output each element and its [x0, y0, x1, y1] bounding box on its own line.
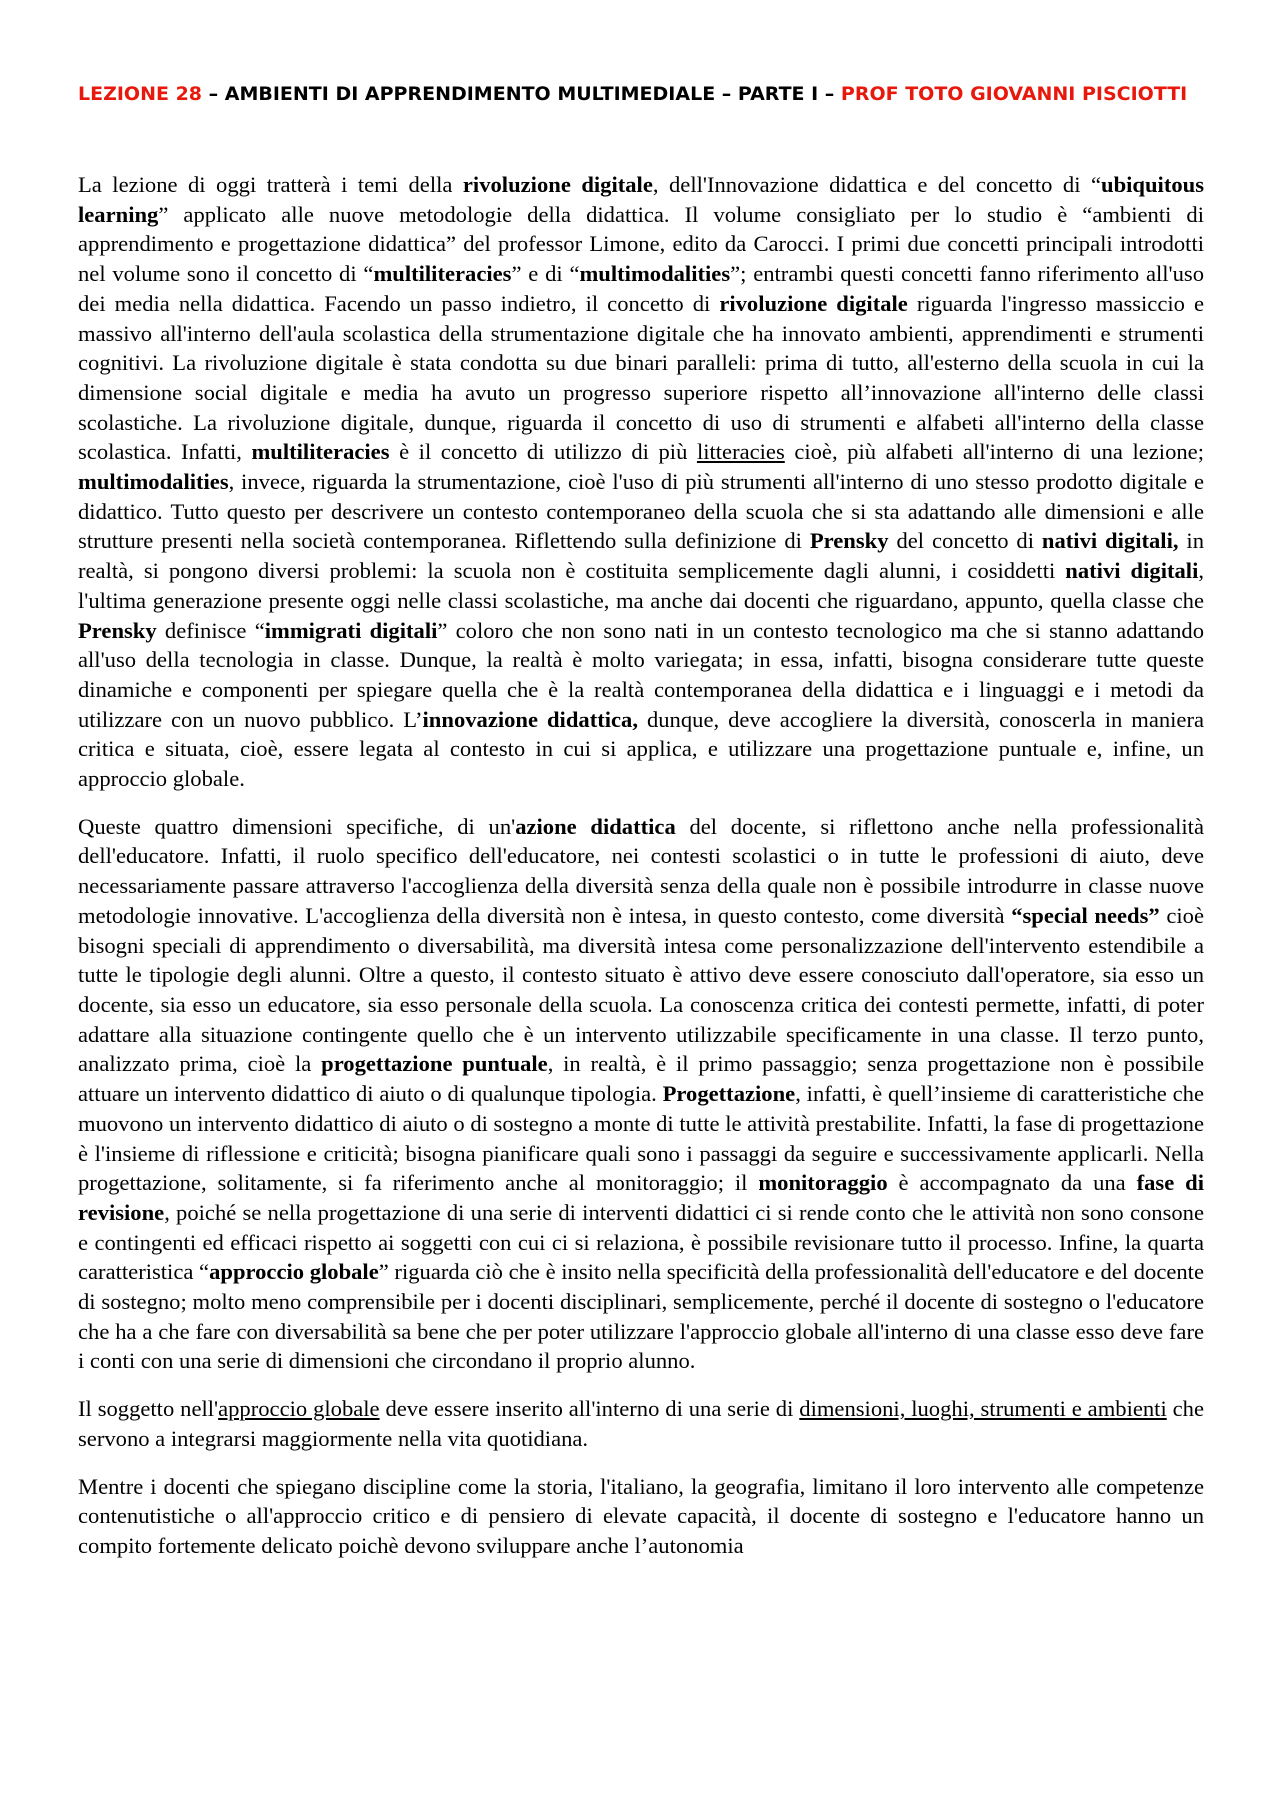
text-run: è il concetto di utilizzo di più [389, 439, 697, 465]
text-run: , in realtà, è il primo passaggio; senza progettazione non è possibile attuare un intervento didattico di aiuto o di qualunque tipologia. [78, 1051, 1205, 1107]
lesson-heading [78, 80, 1204, 109]
text-run: Mentre i docenti che spiegano discipline come la storia, l'italiano, la geografia, limitano il loro intervento alle competenze contenutistiche o all'approccio critico e di pensiero di elevate capacità, il docente di sostegno e l'educatore hanno un compito fortemente delicato poichè devono sviluppare anche l’autonomia [78, 1473, 1204, 1558]
lesson-topic: – AMBIENTI DI APPRENDIMENTO MULTIMEDIALE – PARTE I – [202, 83, 841, 105]
text-run: che servono a integrarsi maggiormente nella vita quotidiana. [78, 1396, 1204, 1451]
bold-term: approccio globale [209, 1259, 379, 1285]
bold-term: Progettazione [662, 1081, 796, 1107]
bold-term: multiliteracies [251, 439, 390, 465]
bold-term: nativi digitali, [1041, 528, 1179, 554]
professor-name: PROF TOTO GIOVANNI PISCIOTTI [840, 83, 1188, 105]
bold-term: multimodalities [78, 469, 229, 495]
text-run: Queste quattro dimensioni specifiche, di un' [78, 813, 516, 839]
text-run: cioè bisogni speciali di apprendimento o diversabilità, ma diversità intesa come personalizzazione dell'intervento estendibile a tutte le tipologie degli alunni. Oltre a questo, il contesto situato è attivo deve essere conosciuto dall'operatore, sia esso un docente, sia esso un educatore, sia esso personale della scuola. La conoscenza critica dei contesti permette, infatti, di poter adattare alla situazione contingente quello che è un intervento utilizzabile specificamente in una classe. Il terzo punto, analizzato prima, cioè la [78, 902, 1204, 1077]
text-run: ”; entrambi questi concetti fanno riferimento all'uso dei media nella didattica. Facendo un passo indietro, il concetto di [78, 261, 1204, 316]
bold-term: fase di revisione [78, 1170, 1204, 1225]
paragraph-1 [78, 170, 1204, 794]
bold-term: monitoraggio [758, 1170, 888, 1196]
text-run: , invece, riguarda la strumentazione, cioè l'uso di più strumenti all'interno di uno stesso prodotto digitale e didattico. Tutto questo per descrivere un contesto contemporaneo della scuola che si sta adattando alle dimensioni e alle strutture presenti nella società contemporanea. Riflettendo sulla definizione di [78, 469, 1204, 554]
bold-term: nativi digitali [1065, 558, 1199, 584]
bold-term: multimodalities [579, 261, 731, 287]
text-run: Il soggetto nell' [78, 1396, 219, 1422]
text-run: del concetto di [888, 528, 1042, 554]
underlined-term: approccio globale [218, 1396, 380, 1422]
bold-term: Prensky [78, 617, 157, 643]
bold-term: ubiquitous learning [78, 172, 1204, 227]
text-run: , poiché se nella progettazione di una serie di interventi didattici ci si rende conto che le attività non sono consone e contingenti ed efficaci rispetto ai soggetti con cui ci si relaziona, è possibile revisionare tutto il processo. Infine, la quarta caratteristica “ [78, 1199, 1204, 1285]
lesson-number: LEZIONE 28 [78, 83, 203, 105]
text-run: ” riguarda ciò che è insito nella specificità della professionalità dell'educatore e del docente di sostegno; molto meno comprensibile per i docenti disciplinari, semplicemente, perché il docente di sostegno o l'educatore che ha a che fare con diversabilità sa bene che per poter utilizzare l'approccio globale all'interno di una classe esso deve fare i conti con una serie di dimensioni che circondano il proprio alunno. [78, 1259, 1204, 1374]
document-page [78, 80, 1204, 1579]
text-run: deve essere inserito all'interno di una serie di [379, 1396, 800, 1422]
underlined-term: dimensioni, luoghi, strumenti e ambienti [799, 1396, 1167, 1422]
bold-term: Prensky [809, 528, 889, 554]
text-run: dunque, deve accogliere la diversità, conoscerla in maniera critica e situata, cioè, essere legata al contesto in cui si applica, e utilizzare una progettazione puntuale e, infine, un approccio globale. [78, 706, 1205, 792]
lesson-body [78, 170, 1204, 1561]
bold-term: rivoluzione digitale [462, 172, 653, 197]
bold-term: progettazione puntuale [321, 1051, 548, 1077]
bold-term: “special needs” [1011, 902, 1160, 928]
paragraph-2 [78, 812, 1204, 1376]
text-run: definisce “ [156, 617, 265, 643]
text-run: è accompagnato da una [887, 1170, 1137, 1196]
paragraph-4 [78, 1472, 1204, 1561]
text-run: ” e di “ [511, 261, 580, 287]
text-run: riguarda l'ingresso massiccio e massivo all'interno dell'aula scolastica della strumentazione digitale che ha innovato ambienti, apprendimenti e strumenti cognitivi. La rivoluzione digitale è stata condotta su due binari paralleli: prima di tutto, all'esterno della scuola in cui la dimensione social digitale e media ha avuto un progresso superiore rispetto all’innovazione all'interno delle classi scolastiche. La rivoluzione digitale, dunque, riguarda il concetto di uso di strumenti e alfabeti all'interno della classe scolastica. Infatti, [78, 290, 1204, 465]
bold-term: multiliteracies [373, 261, 512, 287]
text-run: ” coloro che non sono nati in un contesto tecnologico ma che si stanno adattando all'uso della tecnologia in classe. Dunque, la realtà è molto variegata; in essa, infatti, bisogna considerare tutte queste dinamiche e componenti per spiegare quella che è la realtà contemporanea della didattica e i linguaggi e i metodi da utilizzare con un nuovo pubblico. L’ [78, 617, 1205, 732]
text-run: , l'ultima generazione presente oggi nelle classi scolastiche, ma anche dai docenti che riguardano, appunto, quella classe che [78, 558, 1205, 613]
text-run: in realtà, si pongono diversi problemi: la scuola non è costituita semplicemente dagli alunni, i cosiddetti [78, 528, 1204, 584]
underlined-term: litteracies [696, 439, 785, 465]
bold-term: innovazione didattica, [422, 706, 638, 732]
text-run: , dell'Innovazione didattica e del concetto di “ [652, 172, 1101, 197]
paragraph-3 [78, 1394, 1204, 1453]
bold-term: rivoluzione digitale [719, 290, 908, 316]
bold-term: azione didattica [515, 813, 676, 839]
text-run: del docente, si riflettono anche nella professionalità dell'educatore. Infatti, il ruolo specifico dell'educatore, nei contesti scolastici o in tutte le professioni di aiuto, deve necessariamente passare attraverso l'accoglienza della diversità senza della quale non è possibile introdurre in classe nuove metodologie innovative. L'accoglienza della diversità non è intesa, in questo contesto, come diversità [78, 813, 1204, 928]
text-run: , infatti, è quell’insieme di caratteristiche che muovono un intervento didattico di aiuto o di sostegno a monte di tutte le attività prestabilite. Infatti, la fase di progettazione è l'insieme di riflessione e criticità; bisogna pianificare quali sono i passaggi da seguire e successivamente applicarli. Nella progettazione, solitamente, si fa riferimento anche al monitoraggio; il [78, 1081, 1204, 1196]
text-run: La lezione di oggi tratterà i temi della [78, 172, 463, 197]
text-run: cioè, più alfabeti all'interno di una lezione; [784, 439, 1204, 465]
text-run: ” applicato alle nuove metodologie della didattica. Il volume consigliato per lo studio è “ambienti di apprendimento e progettazione didattica” del professor Limone, edito da Carocci. I primi due concetti principali introdotti nel volume sono il concetto di “ [78, 201, 1204, 287]
bold-term: immigrati digitali [264, 617, 438, 643]
